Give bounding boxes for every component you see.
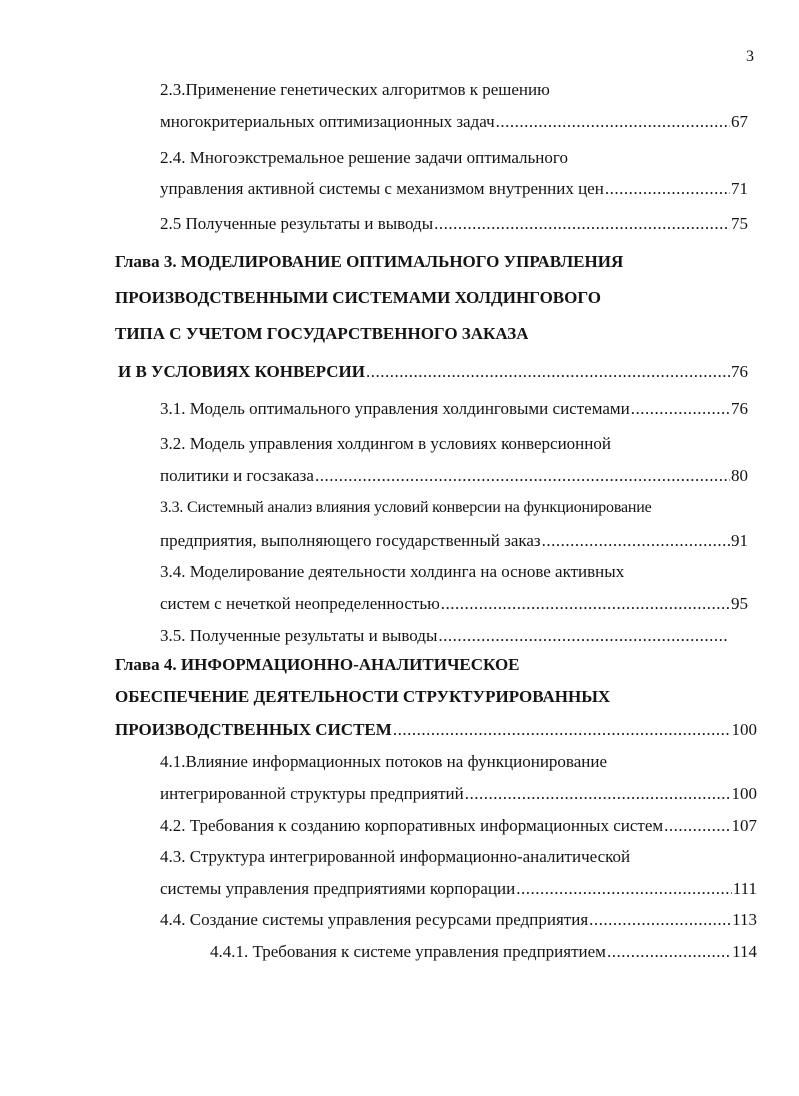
toc-entry-3-4-line1: 3.4. Моделирование деятельности холдинга на основе активных [160,562,625,581]
page-number: 3 [746,48,754,65]
leader-dots [465,783,731,805]
toc-entry-4-1-line2: интегрированной структуры предприятий ..... 100 [160,783,757,805]
leader-dots [366,361,730,383]
toc-page-number: 75 [731,214,748,233]
toc-page-number: 80 [731,466,748,485]
chapter-3-title-line2: ПРОИЗВОДСТВЕННЫМИ СИСТЕМАМИ ХОЛДИНГОВОГО [115,288,601,307]
toc-page-number: 113 [732,910,757,929]
toc-page-number: 95 [731,594,748,613]
toc-entry-2-3-line1: 2.3.Применение генетических алгоритмов к решению [160,80,550,99]
chapter-4-title-line3: ПРОИЗВОДСТВЕННЫХ СИСТЕМ ..... 100 [115,719,757,741]
toc-page-number: 100 [731,720,757,739]
leader-dots [605,178,730,200]
leader-dots [441,593,730,615]
toc-entry-4-4: 4.4. Создание системы управления ресурсами предприятия ..... 113 [160,909,757,931]
leader-dots [393,719,731,741]
toc-page-number: 111 [732,879,757,898]
toc-entry-4-4-1: 4.4.1. Требования к системе управления предприятием ..... 114 [210,941,757,963]
chapter-3-title-line4: И В УСЛОВИЯХ КОНВЕРСИИ ..... 76 [118,361,748,383]
chapter-3-title-line3: ТИПА С УЧЕТОМ ГОСУДАРСТВЕННОГО ЗАКАЗА [115,324,529,343]
leader-dots [516,878,732,900]
toc-page-number: 76 [731,362,748,381]
leader-dots [438,625,727,647]
toc-entry-3-4-line2: систем с нечеткой неопределенностью ..... 95 [160,593,748,615]
toc-page-number: 100 [731,784,757,803]
toc-entry-4-2: 4.2. Требования к созданию корпоративных информационных систем ..... 107 [160,815,757,837]
toc-page-number: 76 [731,399,748,418]
toc-entry-3-5: 3.5. Полученные результаты и выводы ..... [160,625,728,647]
toc-entry-4-3-line1: 4.3. Структура интегрированной информационно-аналитической [160,847,631,866]
toc-entry-2-5: 2.5 Полученные результаты и выводы ..... 75 [160,213,748,235]
toc-page-number: 91 [731,531,748,550]
leader-dots [315,465,730,487]
toc-page-number: 114 [732,942,757,961]
leader-dots [589,909,731,931]
toc-entry-3-2-line2: политики и госзаказа ..... 80 [160,465,748,487]
toc-entry-3-2-line1: 3.2. Модель управления холдингом в условиях конверсионной [160,434,611,453]
chapter-3-title-line1: Глава 3. МОДЕЛИРОВАНИЕ ОПТИМАЛЬНОГО УПРАВЛЕНИЯ [115,252,624,271]
toc-entry-4-3-line2: системы управления предприятиями корпорации ..... 111 [160,878,757,900]
leader-dots [542,530,730,552]
toc-entry-4-1-line1: 4.1.Влияние информационных потоков на функционирование [160,752,608,771]
toc-entry-3-3-line2: предприятия, выполняющего государственный заказ ..... 91 [160,530,748,552]
toc-entry-2-3-line2: многокритериальных оптимизационных задач ..... 67 [160,111,748,133]
chapter-4-title-line2: ОБЕСПЕЧЕНИЕ ДЕЯТЕЛЬНОСТИ СТРУКТУРИРОВАННЫХ [115,687,611,706]
leader-dots [607,941,731,963]
toc-page-number: 107 [731,816,757,835]
leader-dots [664,815,730,837]
toc-entry-3-1: 3.1. Модель оптимального управления холдинговыми системами ..... 76 [160,398,748,420]
toc-entry-2-4-line2: управления активной системы с механизмом внутренних цен ..... 71 [160,178,748,200]
toc-page-number: 67 [731,112,748,131]
toc-entry-2-4-line1: 2.4. Многоэкстремальное решение задачи оптимального [160,148,568,167]
toc-entry-3-3-line1: 3.3. Системный анализ влияния условий конверсии на функционирование [160,499,652,516]
toc-page-number: 71 [731,179,748,198]
leader-dots [631,398,730,420]
leader-dots [434,213,730,235]
chapter-4-title-line1: Глава 4. ИНФОРМАЦИОННО-АНАЛИТИЧЕСКОЕ [115,655,520,674]
leader-dots [496,111,730,133]
